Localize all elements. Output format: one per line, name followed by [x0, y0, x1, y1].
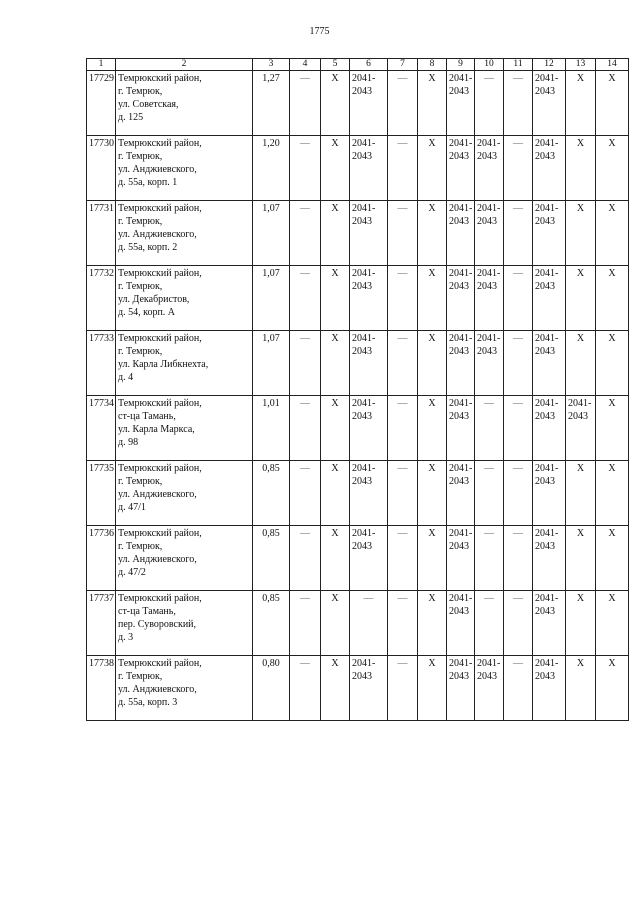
year-range-cell: 2041- 2043 [475, 331, 504, 396]
year-range-cell: 2041- 2043 [533, 331, 566, 396]
table-row [87, 201, 629, 266]
column-header-2: 2 [116, 59, 253, 71]
address-line: Темрюкский район, [118, 138, 202, 149]
dash-cell: — [475, 396, 504, 461]
dash-cell: — [290, 136, 321, 201]
address-cell [116, 461, 253, 526]
year-range-cell: 2041- 2043 [447, 331, 475, 396]
address-line: ул. Анджиевского, [118, 684, 197, 695]
dash-cell: — [290, 461, 321, 526]
year-range-cell: 2041- 2043 [350, 331, 388, 396]
dash-cell: — [388, 136, 418, 201]
x-mark-cell: X [418, 656, 447, 721]
area-value: 1,27 [253, 71, 290, 136]
address-line: д. 55а, корп. 1 [118, 177, 178, 188]
address-line: г. Темрюк, [118, 541, 163, 552]
record-number: 17733 [87, 331, 116, 396]
address-line: д. 47/1 [118, 502, 146, 513]
address-cell [116, 396, 253, 461]
year-range-cell: 2041- 2043 [447, 526, 475, 591]
year-range-cell: 2041- 2043 [447, 591, 475, 656]
address-line: д. 55а, корп. 3 [118, 697, 178, 708]
x-mark-cell: X [566, 71, 596, 136]
year-range-cell: 2041- 2043 [475, 201, 504, 266]
area-value: 0,85 [253, 461, 290, 526]
address-line: ул. Анджиевского, [118, 554, 197, 565]
year-range-cell: 2041- 2043 [350, 266, 388, 331]
x-mark-cell: X [596, 396, 629, 461]
table-row [87, 461, 629, 526]
year-range-cell: 2041- 2043 [447, 136, 475, 201]
year-range-cell: 2041- 2043 [447, 396, 475, 461]
address-line: Темрюкский район, [118, 593, 202, 604]
x-mark-cell: X [566, 461, 596, 526]
year-range-cell: 2041- 2043 [447, 201, 475, 266]
column-header-9: 9 [447, 59, 475, 71]
address-line: Темрюкский район, [118, 203, 202, 214]
column-header-8: 8 [418, 59, 447, 71]
address-line: д. 55а, корп. 2 [118, 242, 178, 253]
dash-cell: — [504, 591, 533, 656]
area-value: 1,07 [253, 201, 290, 266]
column-header-11: 11 [504, 59, 533, 71]
address-line: д. 3 [118, 632, 134, 643]
address-line: д. 98 [118, 437, 139, 448]
x-mark-cell: X [596, 201, 629, 266]
column-header-1: 1 [87, 59, 116, 71]
year-range-cell: 2041- 2043 [447, 461, 475, 526]
dash-cell: — [388, 656, 418, 721]
year-range-cell: 2041- 2043 [447, 266, 475, 331]
address-line: ул. Декабристов, [118, 294, 190, 305]
dash-cell: — [388, 201, 418, 266]
x-mark-cell: X [596, 266, 629, 331]
column-header-4: 4 [290, 59, 321, 71]
year-range-cell: 2041- 2043 [475, 136, 504, 201]
x-mark-cell: X [418, 396, 447, 461]
x-mark-cell: X [566, 656, 596, 721]
x-mark-cell: X [321, 526, 350, 591]
column-header-5: 5 [321, 59, 350, 71]
address-cell [116, 201, 253, 266]
x-mark-cell: X [596, 136, 629, 201]
address-line: г. Темрюк, [118, 216, 163, 227]
address-line: Темрюкский район, [118, 73, 202, 84]
dash-cell: — [504, 201, 533, 266]
x-mark-cell: X [321, 331, 350, 396]
column-number-row [87, 59, 629, 71]
area-value: 1,01 [253, 396, 290, 461]
address-line: Темрюкский район, [118, 528, 202, 539]
dash-cell: — [475, 591, 504, 656]
x-mark-cell: X [418, 266, 447, 331]
address-line: г. Темрюк, [118, 151, 163, 162]
x-mark-cell: X [418, 526, 447, 591]
x-mark-cell: X [418, 331, 447, 396]
area-value: 0,80 [253, 656, 290, 721]
x-mark-cell: X [321, 266, 350, 331]
year-range-cell: 2041- 2043 [533, 526, 566, 591]
year-range-cell: 2041- 2043 [533, 266, 566, 331]
address-line: д. 54, корп. А [118, 307, 176, 318]
record-number: 17729 [87, 71, 116, 136]
year-range-cell: 2041- 2043 [533, 656, 566, 721]
address-line: г. Темрюк, [118, 346, 163, 357]
table-row [87, 266, 629, 331]
address-line: г. Темрюк, [118, 476, 163, 487]
area-value: 1,07 [253, 266, 290, 331]
year-range-cell: 2041- 2043 [533, 461, 566, 526]
dash-cell: — [290, 526, 321, 591]
x-mark-cell: X [566, 266, 596, 331]
address-line: г. Темрюк, [118, 281, 163, 292]
table-row [87, 526, 629, 591]
year-range-cell: 2041- 2043 [350, 396, 388, 461]
table-row [87, 591, 629, 656]
x-mark-cell: X [566, 591, 596, 656]
column-header-13: 13 [566, 59, 596, 71]
year-range-cell: 2041- 2043 [533, 591, 566, 656]
table-row [87, 331, 629, 396]
address-line: ул. Советская, [118, 99, 179, 110]
column-header-12: 12 [533, 59, 566, 71]
column-header-14: 14 [596, 59, 629, 71]
column-header-10: 10 [475, 59, 504, 71]
dash-cell: — [475, 71, 504, 136]
table-row [87, 396, 629, 461]
x-mark-cell: X [418, 591, 447, 656]
record-number: 17734 [87, 396, 116, 461]
column-header-3: 3 [253, 59, 290, 71]
dash-cell: — [290, 266, 321, 331]
address-line: г. Темрюк, [118, 86, 163, 97]
dash-cell: — [290, 656, 321, 721]
x-mark-cell: X [566, 201, 596, 266]
dash-cell: — [290, 71, 321, 136]
dash-cell: — [290, 201, 321, 266]
record-number: 17730 [87, 136, 116, 201]
x-mark-cell: X [596, 331, 629, 396]
dash-cell: — [504, 656, 533, 721]
year-range-cell: 2041- 2043 [533, 201, 566, 266]
address-line: ул. Анджиевского, [118, 229, 197, 240]
address-line: ст-ца Тамань, [118, 411, 176, 422]
year-range-cell: 2041- 2043 [350, 526, 388, 591]
address-line: ул. Анджиевского, [118, 164, 197, 175]
column-header-7: 7 [388, 59, 418, 71]
dash-cell: — [290, 396, 321, 461]
record-number: 17738 [87, 656, 116, 721]
x-mark-cell: X [321, 396, 350, 461]
x-mark-cell: X [596, 656, 629, 721]
dash-cell: — [290, 331, 321, 396]
x-mark-cell: X [418, 136, 447, 201]
x-mark-cell: X [566, 331, 596, 396]
dash-cell: — [504, 461, 533, 526]
address-line: Темрюкский район, [118, 463, 202, 474]
dash-cell: — [388, 71, 418, 136]
record-number: 17732 [87, 266, 116, 331]
dash-cell: — [388, 396, 418, 461]
dash-cell: — [388, 526, 418, 591]
address-line: Темрюкский район, [118, 398, 202, 409]
address-line: ул. Карла Либкнехта, [118, 359, 209, 370]
dash-cell: — [388, 591, 418, 656]
dash-cell: — [388, 461, 418, 526]
address-line: Темрюкский район, [118, 268, 202, 279]
year-range-cell: 2041- 2043 [533, 396, 566, 461]
address-cell [116, 136, 253, 201]
table-row [87, 656, 629, 721]
year-range-cell: 2041- 2043 [350, 461, 388, 526]
year-range-cell: 2041- 2043 [566, 396, 596, 461]
x-mark-cell: X [321, 71, 350, 136]
x-mark-cell: X [418, 71, 447, 136]
dash-cell: — [475, 526, 504, 591]
dash-cell: — [388, 331, 418, 396]
x-mark-cell: X [321, 591, 350, 656]
area-value: 1,07 [253, 331, 290, 396]
dash-cell: — [290, 591, 321, 656]
x-mark-cell: X [418, 461, 447, 526]
address-line: пер. Суворовский, [118, 619, 197, 630]
address-line: д. 125 [118, 112, 144, 123]
dash-cell: — [504, 266, 533, 331]
dash-cell: — [475, 461, 504, 526]
address-cell [116, 591, 253, 656]
address-cell [116, 331, 253, 396]
record-number: 17737 [87, 591, 116, 656]
address-cell [116, 71, 253, 136]
x-mark-cell: X [321, 136, 350, 201]
address-line: Темрюкский район, [118, 658, 202, 669]
area-value: 0,85 [253, 526, 290, 591]
x-mark-cell: X [418, 201, 447, 266]
year-range-cell: 2041- 2043 [533, 136, 566, 201]
area-value: 0,85 [253, 591, 290, 656]
address-line: ул. Карла Маркса, [118, 424, 195, 435]
year-range-cell: 2041- 2043 [475, 266, 504, 331]
dash-cell: — [504, 396, 533, 461]
year-range-cell: 2041- 2043 [447, 71, 475, 136]
table-body [87, 71, 629, 721]
x-mark-cell: X [566, 526, 596, 591]
year-range-cell: 2041- 2043 [350, 136, 388, 201]
record-number: 17736 [87, 526, 116, 591]
x-mark-cell: X [596, 71, 629, 136]
dash-cell: — [388, 266, 418, 331]
page-number: 1775 [309, 26, 330, 37]
address-line: д. 4 [118, 372, 134, 383]
table-row [87, 71, 629, 136]
year-range-cell: 2041- 2043 [350, 71, 388, 136]
year-range-cell: 2041- 2043 [350, 656, 388, 721]
address-cell [116, 266, 253, 331]
address-cell [116, 656, 253, 721]
x-mark-cell: X [321, 461, 350, 526]
table-row [87, 136, 629, 201]
record-number: 17735 [87, 461, 116, 526]
x-mark-cell: X [596, 461, 629, 526]
year-range-cell: 2041- 2043 [447, 656, 475, 721]
address-line: г. Темрюк, [118, 671, 163, 682]
dash-cell: — [350, 591, 388, 656]
x-mark-cell: X [596, 591, 629, 656]
year-range-cell: 2041- 2043 [475, 656, 504, 721]
address-line: д. 47/2 [118, 567, 146, 578]
address-line: ст-ца Тамань, [118, 606, 176, 617]
x-mark-cell: X [321, 656, 350, 721]
dash-cell: — [504, 71, 533, 136]
area-value: 1,20 [253, 136, 290, 201]
address-cell [116, 526, 253, 591]
registry-table [86, 58, 629, 721]
record-number: 17731 [87, 201, 116, 266]
address-line: ул. Анджиевского, [118, 489, 197, 500]
dash-cell: — [504, 526, 533, 591]
year-range-cell: 2041- 2043 [350, 201, 388, 266]
x-mark-cell: X [596, 526, 629, 591]
column-header-6: 6 [350, 59, 388, 71]
x-mark-cell: X [566, 136, 596, 201]
address-line: Темрюкский район, [118, 333, 202, 344]
x-mark-cell: X [321, 201, 350, 266]
dash-cell: — [504, 136, 533, 201]
dash-cell: — [504, 331, 533, 396]
year-range-cell: 2041- 2043 [533, 71, 566, 136]
